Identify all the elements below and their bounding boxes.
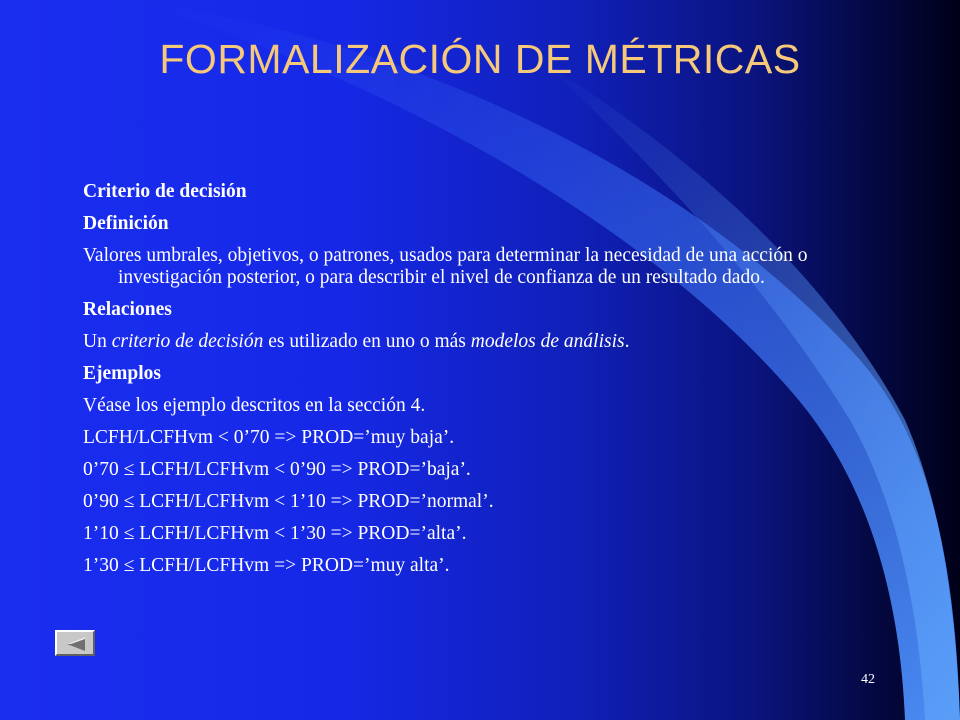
definition-text: Valores umbrales, objetivos, o patrones, usados para determinar la necesidad de una acción o investigación posterior, o para describir el nivel de confianza de un resultado dado. [83,245,808,288]
relaciones-term-criterio: criterio de decisión [111,331,264,352]
page-number: 42 [861,672,875,687]
relaciones-part3: . [624,331,630,352]
rule-line: 0’90 ≤ LCFH/LCFHvm < 1’10 => PROD=’normal’. [83,491,494,512]
heading-definicion: Definición [83,213,169,234]
back-button[interactable] [55,630,95,656]
rule-line: 1’10 ≤ LCFH/LCFHvm < 1’30 => PROD=’alta’. [83,523,467,544]
heading-relaciones: Relaciones [83,299,172,320]
heading-criterio: Criterio de decisión [83,181,247,202]
rule-line: 0’70 ≤ LCFH/LCFHvm < 0’90 => PROD=’baja’. [83,459,471,480]
rule-line: LCFH/LCFHvm < 0’70 => PROD=’muy baja’. [83,427,455,448]
slide-title: FORMALIZACIÓN DE MÉTRICAS [159,36,801,82]
ejemplos-intro: Véase los ejemplo descritos en la sección 4. [83,395,426,416]
rule-line: 1’30 ≤ LCFH/LCFHvm => PROD=’muy alta’. [83,555,450,576]
relaciones-term-modelos: modelos de análisis [470,331,625,352]
slide-content [83,181,873,587]
relaciones-text [83,331,873,353]
relaciones-part1: Un [83,331,112,352]
relaciones-part2: es utilizado en uno o más [263,331,471,352]
arrow-left-icon [63,635,87,653]
heading-ejemplos: Ejemplos [83,363,161,384]
